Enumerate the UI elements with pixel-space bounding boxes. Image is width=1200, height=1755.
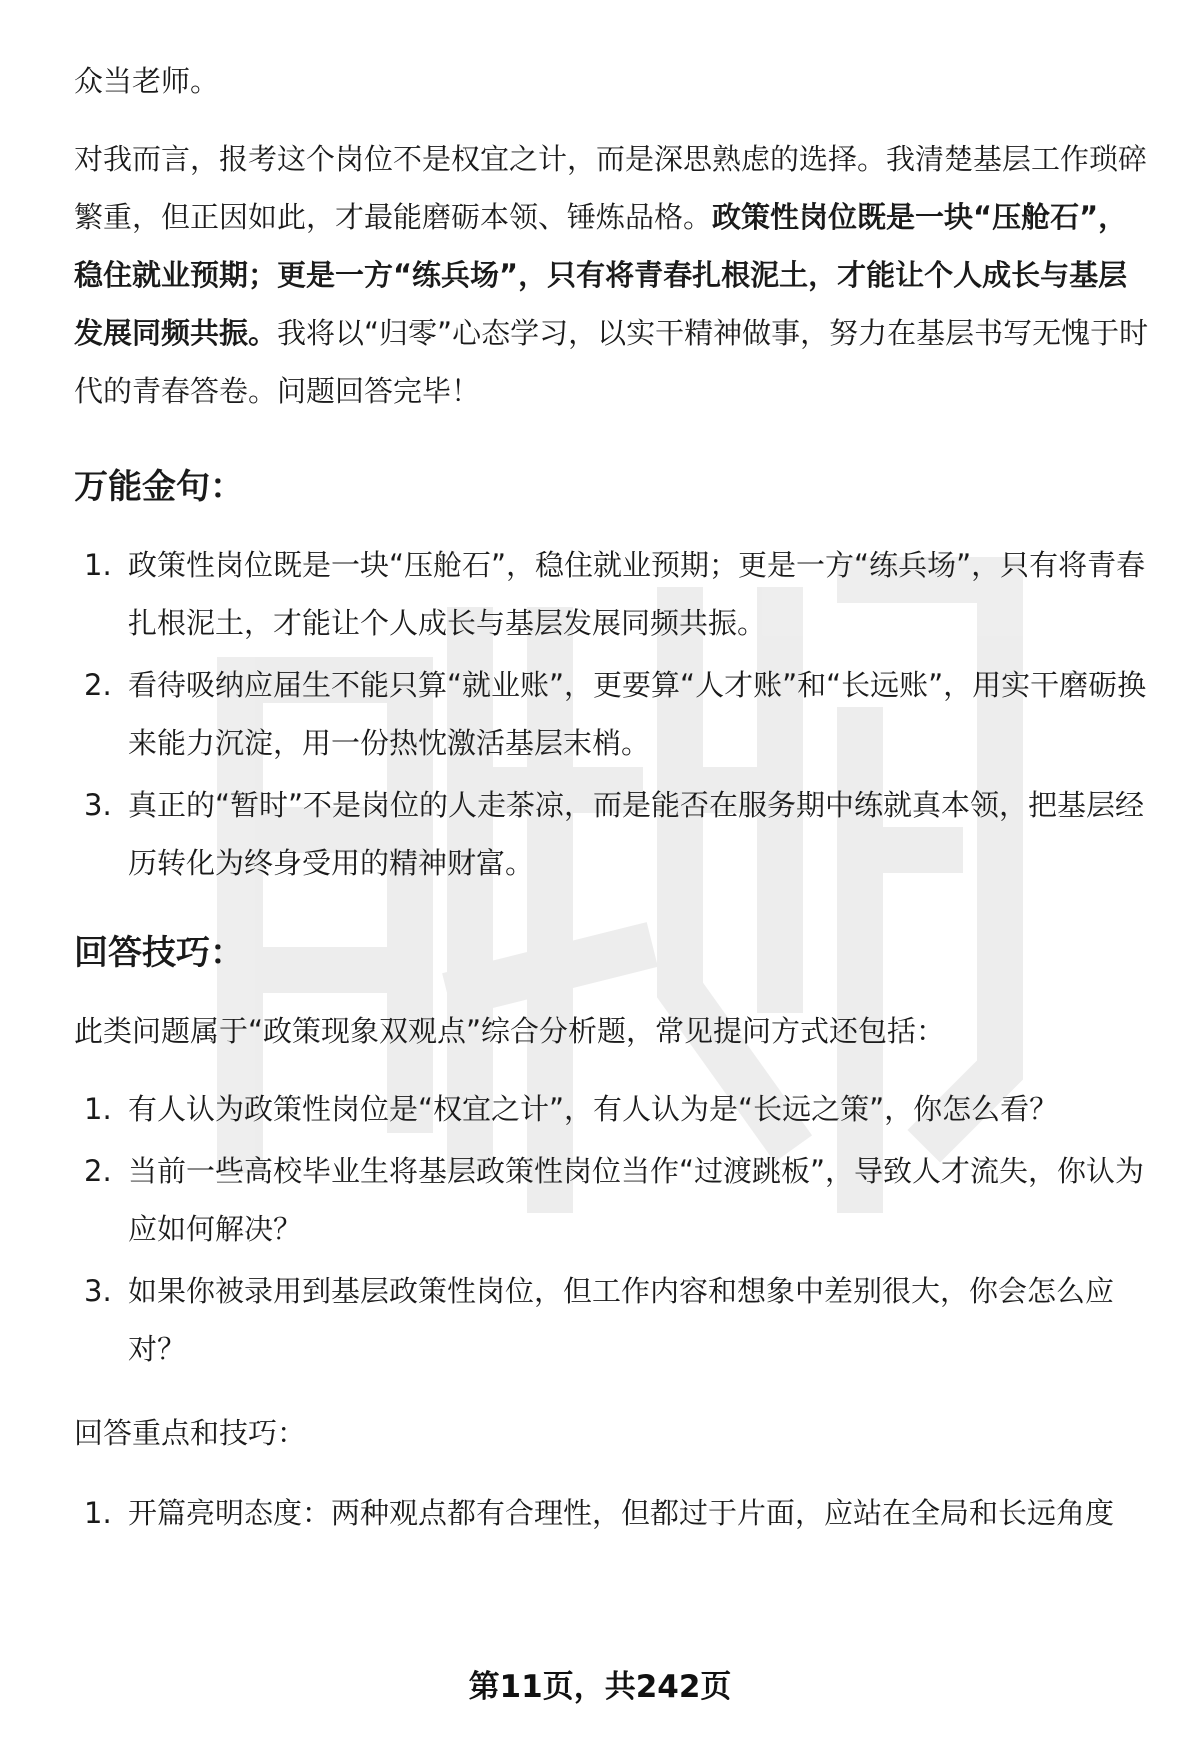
tips-intro: 此类问题属于“政策现象双观点”综合分析题，常见提问方式还包括： [74, 1014, 946, 1048]
list-item-text: 开篇亮明态度：两种观点都有合理性，但都过于片面，应站在全局和长远角度 [128, 1496, 1115, 1530]
key-points-label: 回答重点和技巧： [74, 1416, 307, 1450]
answer-paragraph [74, 130, 1150, 420]
list-item [74, 1484, 1150, 1542]
list-item-text: 政策性岗位既是一块“压舱石”，稳住就业预期；更是一方“练兵场”，只有将青春扎根泥土，才能让个人成长与基层发展同频共振。 [128, 548, 1146, 640]
list-item [74, 656, 1150, 772]
list-item-text: 真正的“暂时”不是岗位的人走茶凉，而是能否在服务期中练就真本领，把基层经历转化为终身受用的精神财富。 [128, 788, 1145, 880]
question-variants-list [74, 1080, 1150, 1378]
answer-text-1: 对我而言，报考这个岗位不是权宜之计，而是深思熟虑的选择。我清楚基层工作琐碎繁重，但正因如此，才最能磨砺本领、锤炼品格。 [74, 142, 1148, 234]
answer-bold-text: 政策性岗位既是一块“压舱石”，稳住就业预期；更是一方“练兵场”，只有将青春扎根泥土，才能让个人成长与基层发展同频共振。 [74, 200, 1128, 350]
gold-sentences-list [74, 536, 1150, 892]
list-item [74, 1080, 1150, 1138]
list-item-text: 如果你被录用到基层政策性岗位，但工作内容和想象中差别很大，你会怎么应对？ [128, 1274, 1115, 1366]
list-number: 2. [84, 1154, 112, 1188]
list-item [74, 1262, 1150, 1378]
list-number: 1. [84, 548, 112, 582]
list-item [74, 1142, 1150, 1258]
page-content [74, 52, 1150, 1546]
list-item-text: 有人认为政策性岗位是“权宜之计”，有人认为是“长远之策”，你怎么看？ [128, 1092, 1059, 1126]
key-points-list [74, 1484, 1150, 1542]
list-item [74, 536, 1150, 652]
page-number-footer: 第11页，共242页 [468, 1669, 732, 1705]
list-number: 2. [84, 668, 112, 702]
section-heading-answer-tips: 回答技巧： [74, 933, 244, 973]
list-number: 1. [84, 1496, 112, 1530]
list-item-text: 看待吸纳应届生不能只算“就业账”，更要算“人才账”和“长远账”，用实干磨砺换来能力沉淀，用一份热忱激活基层末梢。 [128, 668, 1147, 760]
list-item-text: 当前一些高校毕业生将基层政策性岗位当作“过渡跳板”，导致人才流失，你认为应如何解决？ [128, 1154, 1145, 1246]
section-heading-gold-sentences: 万能金句： [74, 467, 244, 507]
list-number: 3. [84, 1274, 112, 1308]
list-number: 3. [84, 788, 112, 822]
answer-text-2: 我将以“归零”心态学习，以实干精神做事，努力在基层书写无愧于时代的青春答卷。问题回答完毕！ [74, 316, 1149, 408]
list-number: 1. [84, 1092, 112, 1126]
closing-fragment: 众当老师。 [74, 64, 220, 98]
list-item [74, 776, 1150, 892]
